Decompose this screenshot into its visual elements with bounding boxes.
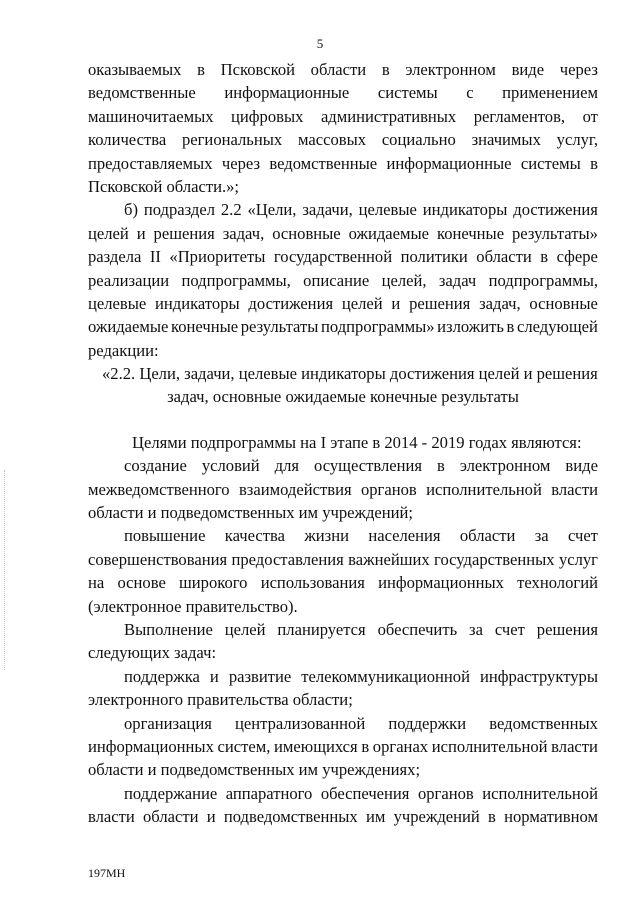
word: регламентов,	[473, 106, 566, 126]
word: решения	[153, 223, 215, 243]
word: предоставляемых	[88, 153, 213, 173]
word: телекоммуникационной	[301, 666, 470, 686]
word: межведомственного	[88, 479, 230, 499]
word: в	[540, 247, 549, 267]
word: системы	[377, 83, 438, 103]
word: целевые	[358, 200, 417, 220]
word: государственной	[273, 247, 393, 267]
word: индикаторы	[422, 200, 508, 220]
word: в	[381, 60, 390, 79]
word: в	[590, 153, 598, 173]
text-line	[88, 454, 598, 477]
scan-margin-marks	[4, 470, 7, 670]
word: задач	[438, 270, 477, 290]
word: целей	[341, 293, 383, 313]
word: подпрограммы,	[181, 270, 291, 290]
word: населения	[368, 526, 441, 546]
word: органах	[372, 736, 429, 756]
text-line: задач, основные ожидаемые конечные результаты	[167, 387, 519, 407]
text-line	[88, 222, 598, 245]
word: основные	[529, 293, 598, 313]
word: услуг,	[556, 130, 598, 150]
text-line	[88, 782, 598, 805]
word: изложить	[437, 317, 504, 337]
word: учреждений	[393, 807, 480, 827]
text-line	[88, 269, 598, 292]
text-line	[88, 128, 598, 151]
word: ожидаемые	[348, 223, 430, 243]
page-number: 5	[316, 36, 324, 51]
word: через	[559, 60, 598, 79]
word: совершенствования	[88, 549, 228, 569]
word: важнейших	[348, 549, 430, 569]
word: и	[209, 666, 219, 686]
word: информационных	[378, 573, 504, 593]
word: в	[197, 60, 205, 79]
text-line: Псковской области.»;	[88, 176, 240, 196]
word: применением	[502, 83, 598, 103]
word: обеспечить	[377, 619, 458, 639]
word: задач,	[222, 223, 265, 243]
word: региональных	[181, 130, 283, 150]
word: «Цели,	[247, 200, 297, 220]
word: б)	[124, 200, 138, 220]
word: власти	[551, 479, 598, 499]
word: исполнительной	[482, 783, 598, 803]
text-line	[88, 478, 598, 501]
word: власти	[551, 736, 598, 756]
word: исполнительной	[431, 736, 548, 756]
word: информационные	[224, 83, 350, 103]
text-line	[88, 548, 598, 571]
word: и	[206, 807, 216, 827]
word: создание	[124, 456, 187, 476]
word: ведомственные	[269, 153, 378, 173]
word: и	[136, 223, 146, 243]
text-line: Целями подпрограммы на I этапе в 2014 - 2019 годах являются:	[132, 432, 582, 452]
word: оказываемых	[88, 60, 182, 79]
word: имеющихся	[274, 736, 358, 756]
word: исполнительной	[426, 479, 542, 499]
word: поддержка	[124, 666, 200, 686]
word: развитие	[228, 666, 292, 686]
text-line: электронного правительства области;	[88, 690, 353, 710]
word: централизованной	[235, 713, 366, 733]
word: использования	[260, 573, 365, 593]
word: результаты»	[512, 223, 598, 243]
word: планируется	[277, 619, 366, 639]
word: реализации	[88, 270, 170, 290]
word: задач,	[479, 293, 521, 313]
text-line	[88, 81, 598, 104]
word: электронном	[405, 60, 496, 79]
word: условий	[201, 456, 260, 476]
word: на	[88, 573, 105, 593]
text-line	[88, 735, 598, 758]
word: решения	[536, 619, 598, 639]
word: виде	[511, 60, 545, 79]
word: «Приоритеты	[169, 247, 266, 267]
word: основные	[272, 223, 341, 243]
word: за	[469, 619, 483, 639]
text-line: (электронное правительство).	[88, 596, 298, 616]
word: с	[466, 83, 474, 103]
word: индикаторы	[155, 293, 240, 313]
word: ожидаемые	[88, 317, 169, 337]
word: конечные	[436, 223, 505, 243]
word: им	[365, 807, 386, 827]
word: счет	[494, 619, 525, 639]
word: результаты	[240, 317, 319, 337]
word: власти	[88, 807, 135, 827]
word: повышение	[124, 526, 206, 546]
word: области	[476, 247, 532, 267]
word: и	[391, 293, 401, 313]
word: социально	[381, 130, 456, 150]
text-line	[88, 58, 598, 81]
text-line	[88, 315, 598, 338]
word: нормативном	[504, 807, 598, 827]
text-line	[88, 152, 598, 175]
word: подпрограммы»	[321, 317, 435, 337]
text-line	[88, 665, 598, 688]
text-line	[88, 712, 598, 735]
text-line: редакции:	[88, 340, 159, 360]
word: целевые	[88, 293, 147, 313]
word: через	[221, 153, 261, 173]
text-line: «2.2. Цели, задачи, целевые индикаторы достижения целей и решения	[102, 364, 598, 384]
document-body	[88, 58, 598, 829]
word: виде	[565, 456, 598, 476]
word: органов	[360, 479, 417, 499]
word: в	[506, 317, 515, 337]
text-line: области и подведомственных им учреждений;	[88, 503, 414, 523]
word: жизни	[304, 526, 349, 546]
word: взаимодействия	[238, 479, 352, 499]
text-line	[88, 198, 598, 221]
word: счет	[567, 526, 598, 546]
word: следующей	[516, 317, 598, 337]
word: Псковской	[220, 60, 296, 79]
word: от	[582, 106, 598, 126]
word: в	[361, 736, 370, 756]
word: систем,	[217, 736, 271, 756]
word: подпрограммы,	[488, 270, 598, 290]
text-line	[88, 805, 598, 828]
word: аппаратного	[225, 783, 313, 803]
word: качества	[224, 526, 285, 546]
word: области	[143, 807, 199, 827]
word: раздела	[88, 247, 142, 267]
word: услуг	[558, 549, 598, 569]
text-line	[88, 105, 598, 128]
word: области	[459, 526, 516, 546]
word: органов	[417, 783, 474, 803]
word: подраздел	[143, 200, 215, 220]
word: инфраструктуры	[479, 666, 598, 686]
word: достижения	[248, 293, 334, 313]
word: массовых	[297, 130, 367, 150]
text-line	[88, 571, 598, 594]
word: широкого	[179, 573, 248, 593]
word: Выполнение	[124, 619, 213, 639]
word: в	[488, 807, 496, 827]
word: осуществления	[314, 456, 422, 476]
word: информационных	[88, 736, 214, 756]
word: для	[274, 456, 300, 476]
word: количества	[88, 130, 167, 150]
word: системы	[520, 153, 581, 173]
word: обеспечения	[320, 783, 410, 803]
word: достижения	[513, 200, 598, 220]
word: целей,	[381, 270, 427, 290]
word: целей	[88, 223, 129, 243]
word: электронном	[459, 456, 551, 476]
word: информационные	[386, 153, 512, 173]
word: технологий	[517, 573, 598, 593]
word: организация	[124, 713, 212, 733]
word: подведомственных	[223, 807, 358, 827]
paragraph-gap	[88, 409, 598, 431]
word: ведомственных	[489, 713, 598, 733]
footer-code: 197МН	[88, 866, 126, 880]
text-line	[88, 524, 598, 547]
word: за	[534, 526, 549, 546]
word: области	[310, 60, 367, 79]
word: II	[149, 247, 161, 267]
word: 2.2	[220, 200, 242, 220]
word: целей	[224, 619, 266, 639]
word: сфере	[556, 247, 598, 267]
word: поддержки	[388, 713, 467, 733]
word: значимых	[471, 130, 541, 150]
word: ведомственные	[88, 83, 196, 103]
word: поддержание	[124, 783, 218, 803]
word: решения	[409, 293, 471, 313]
word: основе	[117, 573, 166, 593]
word: государственных	[434, 549, 555, 569]
word: в	[436, 456, 445, 476]
text-line: следующих задач:	[88, 643, 217, 663]
word: машиночитаемых	[88, 106, 214, 126]
text-line	[88, 292, 598, 315]
word: административных	[320, 106, 457, 126]
word: описание	[303, 270, 370, 290]
word: задачи,	[302, 200, 353, 220]
word: предоставления	[231, 549, 344, 569]
text-line: области и подведомственных им учреждениях;	[88, 760, 421, 780]
word: конечные	[171, 317, 239, 337]
word: политики	[400, 247, 468, 267]
text-line	[88, 245, 598, 268]
text-line	[88, 618, 598, 641]
word: цифровых	[231, 106, 304, 126]
